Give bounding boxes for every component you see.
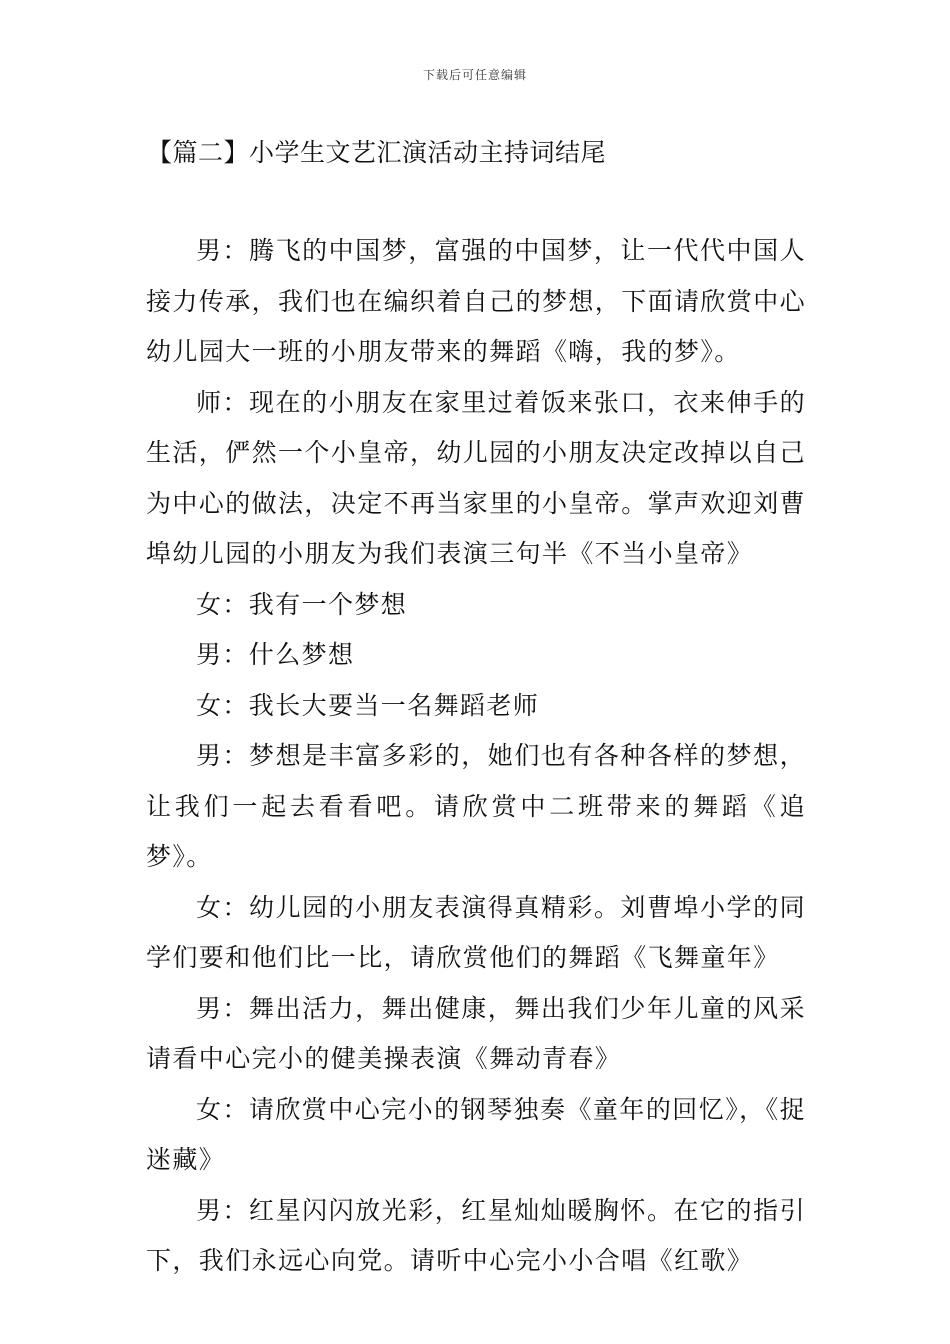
paragraph: 男：什么梦想 <box>196 640 355 669</box>
paragraph: 女：请欣赏中心完小的钢琴独奏《童年的回忆》，《捉迷藏》 <box>146 1094 806 1174</box>
header-note: 下载后可任意编辑 <box>422 68 527 82</box>
paragraph: 师：现在的小朋友在家里过着饭来张口，衣来伸手的生活，俨然一个小皇帝，幼儿园的小朋友决定改掉以自己为中心的做法，决定不再当家里的小皇帝。掌声欢迎刘曹埠幼儿园的小朋友为我们表演三句半《不当小皇帝》 <box>146 387 807 568</box>
paragraph: 女：我长大要当一名舞蹈老师 <box>196 690 540 720</box>
paragraph: 男：舞出活力，舞出健康，舞出我们少年儿童的风采请看中心完小的健美操表演《舞动青春》 <box>146 993 806 1073</box>
paragraph: 男：腾飞的中国梦，富强的中国梦，让一代代中国人接力传承，我们也在编织着自己的梦想，下面请欣赏中心幼儿园大一班的小朋友带来的舞蹈《嗨，我的梦》。 <box>146 236 807 366</box>
document-title: 【篇二】小学生文艺汇演活动主持词结尾 <box>147 138 607 167</box>
paragraph: 女：我有一个梦想 <box>196 589 408 619</box>
paragraph: 男：梦想是丰富多彩的，她们也有各种各样的梦想，让我们一起去看看吧。请欣赏中二班带来的舞蹈《追梦》。 <box>146 741 806 871</box>
document-body <box>146 226 806 1287</box>
paragraph: 女：幼儿园的小朋友表演得真精彩。刘曹埠小学的同学们要和他们比一比，请欣赏他们的舞蹈《飞舞童年》 <box>146 892 806 972</box>
paragraph: 男：红星闪闪放光彩，红星灿灿暖胸怀。在它的指引下，我们永远心向党。请听中心完小小合唱《红歌》 <box>146 1195 806 1275</box>
